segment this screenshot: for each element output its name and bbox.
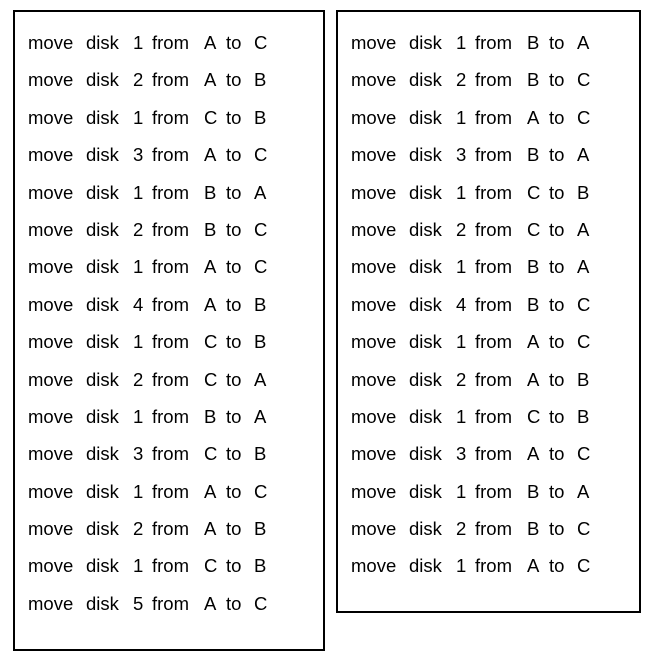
move-to-word: to: [549, 144, 565, 166]
disk-number: 2: [456, 218, 467, 240]
move-from-word: from: [152, 218, 189, 240]
move-noun: disk: [409, 368, 442, 390]
disk-number: 3: [133, 144, 144, 166]
source-peg: A: [204, 293, 217, 315]
destination-peg: C: [254, 144, 268, 166]
source-peg: A: [527, 443, 540, 465]
move-from-word: from: [475, 32, 512, 53]
destination-peg: C: [254, 480, 268, 502]
move-noun: disk: [409, 405, 442, 427]
disk-number: 3: [456, 443, 467, 465]
destination-peg: C: [254, 32, 268, 53]
move-to-word: to: [549, 480, 565, 502]
destination-peg: A: [254, 181, 267, 203]
disk-number: 2: [133, 218, 144, 240]
move-to-word: to: [226, 555, 242, 577]
move-verb: move: [28, 443, 74, 465]
disk-number: 2: [133, 518, 144, 540]
destination-peg: B: [254, 331, 267, 353]
move-noun: disk: [409, 144, 442, 166]
move-verb: move: [351, 69, 397, 91]
move-from-word: from: [152, 443, 189, 465]
move-verb: move: [351, 293, 397, 315]
move-verb: move: [28, 32, 74, 53]
source-peg: B: [204, 181, 217, 203]
move-to-word: to: [226, 331, 242, 353]
move-verb: move: [351, 555, 397, 577]
destination-peg: C: [254, 218, 268, 240]
move-to-word: to: [549, 555, 565, 577]
move-to-word: to: [226, 518, 242, 540]
move-noun: disk: [409, 555, 442, 577]
disk-number: 2: [456, 518, 467, 540]
move-from-word: from: [475, 218, 512, 240]
move-from-word: from: [475, 443, 512, 465]
source-peg: C: [527, 218, 541, 240]
move-list-panel-right: [336, 10, 641, 613]
source-peg: A: [204, 69, 217, 91]
move-verb: move: [351, 106, 397, 128]
source-peg: B: [204, 405, 217, 427]
move-noun: disk: [86, 480, 119, 502]
move-noun: disk: [409, 293, 442, 315]
disk-number: 4: [133, 293, 144, 315]
move-verb: move: [28, 518, 74, 540]
move-to-word: to: [226, 592, 242, 614]
destination-peg: B: [254, 69, 267, 91]
move-to-word: to: [226, 405, 242, 427]
move-from-word: from: [475, 518, 512, 540]
destination-peg: A: [254, 368, 267, 390]
source-peg: B: [527, 518, 540, 540]
destination-peg: C: [577, 293, 591, 315]
move-verb: move: [28, 368, 74, 390]
move-noun: disk: [86, 405, 119, 427]
move-to-word: to: [226, 144, 242, 166]
move-verb: move: [28, 405, 74, 427]
disk-number: 1: [133, 555, 144, 577]
move-verb: move: [28, 331, 74, 353]
move-to-word: to: [549, 256, 565, 278]
source-peg: B: [527, 69, 540, 91]
move-from-word: from: [475, 293, 512, 315]
source-peg: A: [204, 144, 217, 166]
move-verb: move: [351, 331, 397, 353]
move-verb: move: [28, 256, 74, 278]
disk-number: 1: [133, 181, 144, 203]
disk-number: 5: [133, 592, 144, 614]
destination-peg: C: [254, 592, 268, 614]
disk-number: 1: [133, 32, 144, 53]
move-to-word: to: [549, 443, 565, 465]
destination-peg: A: [577, 32, 590, 53]
move-to-word: to: [226, 480, 242, 502]
move-to-word: to: [549, 69, 565, 91]
move-noun: disk: [86, 592, 119, 614]
move-from-word: from: [152, 480, 189, 502]
move-noun: disk: [86, 106, 119, 128]
move-to-word: to: [226, 69, 242, 91]
move-verb: move: [351, 405, 397, 427]
move-noun: disk: [409, 106, 442, 128]
destination-peg: C: [577, 518, 591, 540]
move-to-word: to: [549, 218, 565, 240]
move-noun: disk: [409, 181, 442, 203]
disk-number: 2: [133, 69, 144, 91]
move-verb: move: [28, 144, 74, 166]
destination-peg: B: [254, 518, 267, 540]
disk-number: 1: [133, 405, 144, 427]
move-noun: disk: [86, 32, 119, 53]
source-peg: C: [527, 181, 541, 203]
move-from-word: from: [475, 555, 512, 577]
move-from-word: from: [475, 69, 512, 91]
move-noun: disk: [86, 555, 119, 577]
source-peg: C: [204, 368, 218, 390]
source-peg: C: [204, 443, 218, 465]
disk-number: 2: [133, 368, 144, 390]
move-verb: move: [28, 218, 74, 240]
move-verb: move: [28, 480, 74, 502]
move-noun: disk: [409, 69, 442, 91]
move-verb: move: [351, 181, 397, 203]
move-noun: disk: [86, 144, 119, 166]
move-to-word: to: [226, 106, 242, 128]
source-peg: C: [204, 106, 218, 128]
move-from-word: from: [152, 555, 189, 577]
move-to-word: to: [549, 405, 565, 427]
move-from-word: from: [152, 293, 189, 315]
move-from-word: from: [475, 256, 512, 278]
move-verb: move: [351, 443, 397, 465]
destination-peg: B: [577, 181, 590, 203]
move-verb: move: [28, 592, 74, 614]
source-peg: A: [204, 518, 217, 540]
move-verb: move: [351, 256, 397, 278]
source-peg: A: [204, 592, 217, 614]
destination-peg: C: [577, 106, 591, 128]
move-to-word: to: [226, 256, 242, 278]
move-from-word: from: [475, 106, 512, 128]
disk-number: 3: [456, 144, 467, 166]
destination-peg: C: [577, 555, 591, 577]
disk-number: 1: [456, 181, 467, 203]
source-peg: A: [204, 256, 217, 278]
move-from-word: from: [152, 518, 189, 540]
destination-peg: A: [577, 218, 590, 240]
source-peg: A: [204, 480, 217, 502]
move-from-word: from: [475, 144, 512, 166]
move-verb: move: [28, 106, 74, 128]
disk-number: 1: [133, 256, 144, 278]
disk-number: 1: [456, 405, 467, 427]
move-from-word: from: [152, 592, 189, 614]
move-from-word: from: [152, 106, 189, 128]
move-noun: disk: [86, 256, 119, 278]
move-from-word: from: [152, 32, 189, 53]
source-peg: B: [527, 480, 540, 502]
move-verb: move: [351, 32, 397, 53]
move-noun: disk: [86, 368, 119, 390]
destination-peg: C: [577, 443, 591, 465]
move-noun: disk: [86, 443, 119, 465]
source-peg: A: [527, 555, 540, 577]
move-verb: move: [28, 69, 74, 91]
destination-peg: B: [577, 368, 590, 390]
move-to-word: to: [549, 293, 565, 315]
move-from-word: from: [475, 181, 512, 203]
move-from-word: from: [475, 405, 512, 427]
move-noun: disk: [409, 331, 442, 353]
disk-number: 1: [456, 256, 467, 278]
disk-number: 1: [133, 480, 144, 502]
move-verb: move: [351, 218, 397, 240]
disk-number: 1: [456, 106, 467, 128]
move-noun: disk: [86, 181, 119, 203]
destination-peg: A: [577, 480, 590, 502]
move-noun: disk: [409, 480, 442, 502]
source-peg: A: [527, 106, 540, 128]
destination-peg: C: [577, 331, 591, 353]
move-list-panel-left: [13, 10, 325, 651]
move-to-word: to: [549, 32, 565, 53]
move-to-word: to: [226, 368, 242, 390]
disk-number: 2: [456, 69, 467, 91]
move-noun: disk: [86, 293, 119, 315]
move-noun: disk: [409, 256, 442, 278]
source-peg: A: [527, 331, 540, 353]
move-from-word: from: [152, 256, 189, 278]
move-verb: move: [28, 293, 74, 315]
move-verb: move: [28, 555, 74, 577]
destination-peg: B: [577, 405, 590, 427]
move-verb: move: [351, 144, 397, 166]
source-peg: C: [204, 331, 218, 353]
source-peg: B: [527, 32, 540, 53]
source-peg: A: [204, 32, 217, 53]
move-to-word: to: [226, 181, 242, 203]
move-noun: disk: [86, 218, 119, 240]
source-peg: C: [527, 405, 541, 427]
source-peg: B: [527, 293, 540, 315]
source-peg: B: [527, 144, 540, 166]
move-to-word: to: [549, 331, 565, 353]
move-from-word: from: [152, 368, 189, 390]
disk-number: 1: [133, 106, 144, 128]
source-peg: A: [527, 368, 540, 390]
move-noun: disk: [86, 69, 119, 91]
destination-peg: B: [254, 106, 267, 128]
disk-number: 2: [456, 368, 467, 390]
move-noun: disk: [86, 331, 119, 353]
move-noun: disk: [409, 443, 442, 465]
move-verb: move: [28, 181, 74, 203]
move-to-word: to: [549, 181, 565, 203]
disk-number: 3: [133, 443, 144, 465]
move-from-word: from: [152, 331, 189, 353]
destination-peg: A: [254, 405, 267, 427]
destination-peg: C: [577, 69, 591, 91]
destination-peg: B: [254, 293, 267, 315]
source-peg: B: [527, 256, 540, 278]
move-from-word: from: [152, 181, 189, 203]
move-noun: disk: [86, 518, 119, 540]
move-from-word: from: [152, 69, 189, 91]
move-from-word: from: [152, 144, 189, 166]
move-verb: move: [351, 368, 397, 390]
move-to-word: to: [226, 443, 242, 465]
move-from-word: from: [475, 331, 512, 353]
move-to-word: to: [549, 106, 565, 128]
move-to-word: to: [226, 293, 242, 315]
move-verb: move: [351, 480, 397, 502]
destination-peg: B: [254, 443, 267, 465]
disk-number: 4: [456, 293, 467, 315]
move-to-word: to: [549, 368, 565, 390]
move-noun: disk: [409, 518, 442, 540]
move-to-word: to: [226, 32, 242, 53]
disk-number: 1: [456, 331, 467, 353]
source-peg: B: [204, 218, 217, 240]
disk-number: 1: [133, 331, 144, 353]
disk-number: 1: [456, 480, 467, 502]
destination-peg: B: [254, 555, 267, 577]
destination-peg: A: [577, 144, 590, 166]
destination-peg: A: [577, 256, 590, 278]
move-to-word: to: [549, 518, 565, 540]
move-from-word: from: [152, 405, 189, 427]
move-noun: disk: [409, 218, 442, 240]
move-noun: disk: [409, 32, 442, 53]
move-verb: move: [351, 518, 397, 540]
disk-number: 1: [456, 32, 467, 53]
source-peg: C: [204, 555, 218, 577]
move-from-word: from: [475, 480, 512, 502]
move-to-word: to: [226, 218, 242, 240]
move-from-word: from: [475, 368, 512, 390]
disk-number: 1: [456, 555, 467, 577]
destination-peg: C: [254, 256, 268, 278]
